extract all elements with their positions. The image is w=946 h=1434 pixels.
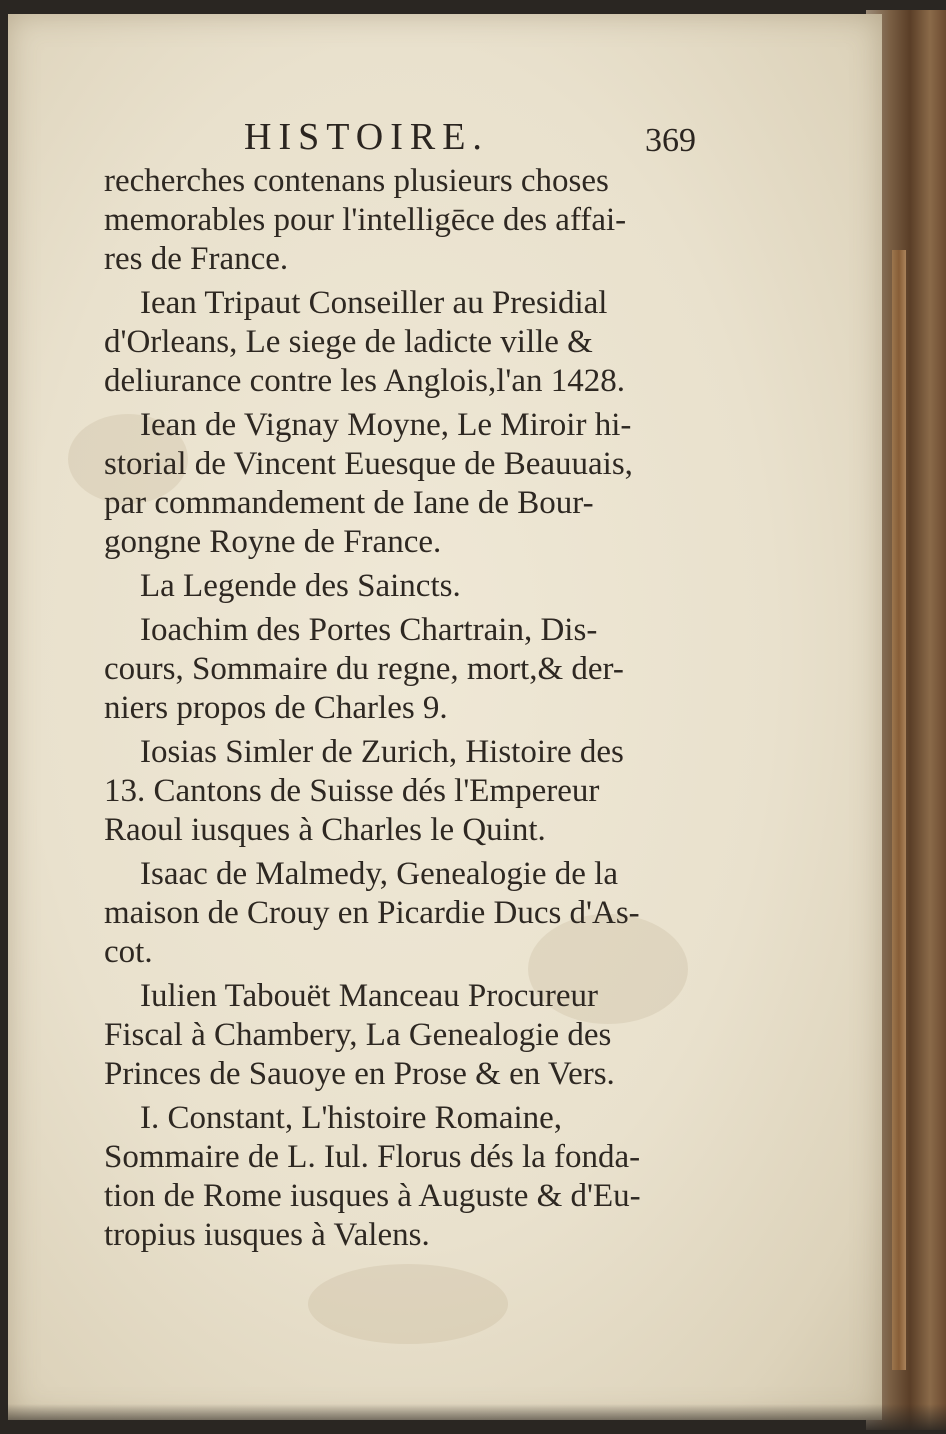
text-line: recherches contenans plusieurs choses bbox=[104, 163, 609, 199]
text-line: tion de Rome iusques à Auguste & d'Eu- bbox=[104, 1178, 641, 1214]
bibliography-entry bbox=[104, 1099, 686, 1255]
text-line: tropius iusques à Valens. bbox=[104, 1217, 430, 1253]
body-text bbox=[104, 162, 686, 1260]
text-line: maison de Crouy en Picardie Ducs d'As- bbox=[104, 895, 640, 931]
bibliography-entry bbox=[104, 406, 686, 562]
text-line: storial de Vincent Euesque de Beauuais, bbox=[104, 446, 633, 482]
page-number: 369 bbox=[645, 122, 696, 159]
text-line: Isaac de Malmedy, Genealogie de la bbox=[140, 856, 618, 892]
bibliography-entry bbox=[104, 611, 686, 728]
text-line: deliurance contre les Anglois,l'an 1428. bbox=[104, 363, 625, 399]
text-line: Iulien Tabouët Manceau Procureur bbox=[140, 978, 598, 1014]
running-head-title: HISTOIRE. bbox=[244, 116, 489, 158]
bibliography-entry bbox=[104, 162, 686, 279]
bottom-shadow bbox=[0, 1404, 946, 1434]
bibliography-entry bbox=[104, 284, 686, 401]
text-line: La Legende des Saincts. bbox=[140, 568, 461, 604]
text-line: Iean Tripaut Conseiller au Presidial bbox=[140, 285, 608, 321]
text-line: gongne Royne de France. bbox=[104, 524, 442, 560]
text-line: Iosias Simler de Zurich, Histoire des bbox=[140, 734, 624, 770]
text-line: Sommaire de L. Iul. Florus dés la fonda- bbox=[104, 1139, 641, 1175]
bibliography-entry bbox=[104, 733, 686, 850]
text-line: memorables pour l'intelligēce des affai- bbox=[104, 202, 627, 238]
binding-leather-strip bbox=[892, 250, 906, 1370]
text-line: niers propos de Charles 9. bbox=[104, 690, 448, 726]
text-line: cours, Sommaire du regne, mort,& der- bbox=[104, 651, 624, 687]
text-line: cot. bbox=[104, 934, 153, 970]
text-line: Ioachim des Portes Chartrain, Dis- bbox=[140, 612, 598, 648]
bibliography-entry bbox=[104, 567, 686, 606]
paper-stain bbox=[308, 1264, 508, 1344]
running-head bbox=[244, 112, 704, 162]
bibliography-entry bbox=[104, 977, 686, 1094]
text-line: Fiscal à Chambery, La Genealogie des bbox=[104, 1017, 612, 1053]
text-line: d'Orleans, Le siege de ladicte ville & bbox=[104, 324, 593, 360]
text-line: I. Constant, L'histoire Romaine, bbox=[140, 1100, 563, 1136]
text-line: res de France. bbox=[104, 241, 289, 277]
text-line: 13. Cantons de Suisse dés l'Empereur bbox=[104, 773, 600, 809]
text-line: Iean de Vignay Moyne, Le Miroir hi- bbox=[140, 407, 632, 443]
bibliography-entry bbox=[104, 855, 686, 972]
text-line: Princes de Sauoye en Prose & en Vers. bbox=[104, 1056, 615, 1092]
text-line: Raoul iusques à Charles le Quint. bbox=[104, 812, 546, 848]
text-line: par commandement de Iane de Bour- bbox=[104, 485, 594, 521]
